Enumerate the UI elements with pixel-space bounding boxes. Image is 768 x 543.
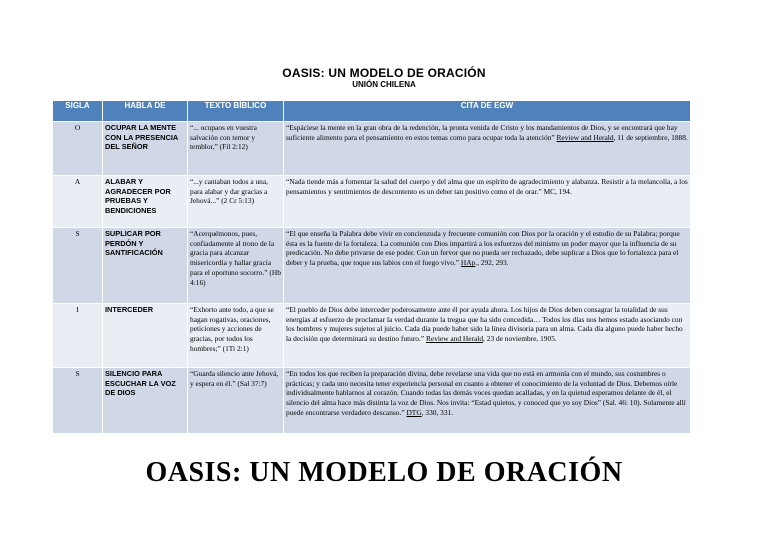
cita-cell	[284, 176, 691, 228]
cita-reference-tail: , 330, 331.	[421, 407, 454, 417]
cita-text: “Espáciese la mente en la gran obra de la redención, la pronta venida de Cristo y los mandamientos de Dios, y se encontrará que hay suficiente alimento para el pensamiento en estos temas como para ocupar toda la atención”	[286, 123, 678, 142]
table-row	[53, 122, 691, 176]
habla-cell: ALABAR Y AGRADECER POR PRUEBAS Y BENDICIONES	[103, 176, 188, 228]
table-header-row	[53, 101, 691, 122]
cita-text: “El pueblo de Dios debe interceder poderosamente ante él por ayuda ahora. Los hijos de Dios deben consagrar la totalidad de sus energías al esfuerzo de proclamar la verdad durante la tregua que ha sido concedida… Todos los días nos hemos estado asociando con los hombres y mujeres sujetos al juicio. Cada día puede haber sido la línea divisoria para un alma. Cada día alguno puede haber hecho la decisión que determinará su destino futuro.”	[286, 305, 683, 344]
cita-cell	[284, 304, 691, 368]
header-cita-egw: CITA DE EGW	[284, 101, 691, 122]
cita-text: “En todos los que reciben la preparación divina, debe revelarse una vida que no está en armonía con el mundo, sus costumbres o prácticas; y cada uno necesita tener experiencia personal en cuanto a obtener el conocimiento de la voluntad de Dios. Debemos oírle individualmente hablarnos al corazón. Cuando todas las demás voces quedan acalladas, y en la quietud esperamos delante de él, el silencio del alma hace más distinta la voz de Dios. Nos invita: “Estad quietos, y conoced que yo soy Dios” (Sal. 46: 10). Solamente allí puede encontrarse verdadero descanso.”	[286, 369, 686, 417]
table-row	[53, 304, 691, 368]
cita-reference: HAp	[460, 258, 476, 268]
table-row	[53, 228, 691, 304]
texto-cell: “Acerquémonos, pues, confiadamente al trono de la gracia para alcanzar misericordia y hallar gracia para el oportuno socorro.” (Hb 4:16)	[188, 228, 284, 304]
cita-reference-tail: ., 292, 293.	[475, 258, 509, 268]
cita-reference: Review and Herald	[556, 132, 614, 142]
cita-cell	[284, 228, 691, 304]
cita-cell	[284, 122, 691, 176]
document-subtitle: UNIÓN CHILENA	[352, 80, 416, 89]
sigla-cell: O	[53, 122, 103, 176]
cita-text: “El que enseña la Palabra debe vivir en concienzuda y frecuente comunión con Dios por la oración y el estudio de su Palabra; porque ésta es la fuente de la fortaleza. La comunión con Dios impartirá a los esfuerzos del ministro un poder mayor que la influencia de su predicación. No debe privarse de ese poder. Con un fervor que no pueda ser rechazado, debe suplicar a Dios que lo fortalezca para el deber y la prueba, que toque sus labios con el fuego vivo.”	[286, 229, 680, 268]
habla-cell: OCUPAR LA MENTE CON LA PRESENCIA DEL SEÑOR	[103, 122, 188, 176]
footer-title: OASIS: UN MODELO DE ORACIÓN	[145, 457, 623, 488]
cita-text: “Nada tiende más a fomentar la salud del cuerpo y del alma que un espíritu de agradecimiento y alabanza. Resistir a la melancolía, a los pensamientos y sentimientos de descontento es un deber tan positivo como el de orar.” MC, 194.	[286, 177, 688, 196]
habla-cell: SILENCIO PARA ESCUCHAR LA VOZ DE DIOS	[103, 368, 188, 434]
texto-cell: “...y cantaban todos a una, para alabar y dar gracias a Jehová...” (2 Cr 5:13)	[188, 176, 284, 228]
cita-reference: Review and Herald	[425, 334, 484, 344]
habla-cell: SUPLICAR POR PERDÓN Y SANTIFICACIÓN	[103, 228, 188, 304]
sigla-cell: I	[53, 304, 103, 368]
table-row	[53, 368, 691, 434]
oasis-table	[52, 100, 691, 434]
sigla-cell: A	[53, 176, 103, 228]
texto-cell: “Guarda silencio ante Jehová, y espera en él.” (Sal 37:7)	[188, 368, 284, 434]
header-texto-biblico: TEXTO BÍBLICO	[188, 101, 284, 122]
header-habla-de: HABLA DE	[103, 101, 188, 122]
texto-cell: “... ocupaos en vuestra salvación con temor y temblor,” (Fil 2:12)	[188, 122, 284, 176]
table-row	[53, 176, 691, 228]
sigla-cell: S	[53, 228, 103, 304]
sigla-cell: S	[53, 368, 103, 434]
cita-reference: DTG	[406, 407, 422, 417]
header-sigla: SIGLA	[53, 101, 103, 122]
texto-cell: “Exhorto ante todo, a que se hagan rogativas, oraciones, peticiones y acciones de gracias, por todos los hombres;” (1Ti 2:1)	[188, 304, 284, 368]
cita-reference-tail: , 11 de septiembre, 1888.	[613, 132, 688, 142]
cita-reference-tail: , 23 de noviembre, 1905.	[483, 334, 557, 344]
habla-cell: INTERCEDER	[103, 304, 188, 368]
document-title: OASIS: UN MODELO DE ORACIÓN	[282, 66, 486, 80]
cita-cell	[284, 368, 691, 434]
